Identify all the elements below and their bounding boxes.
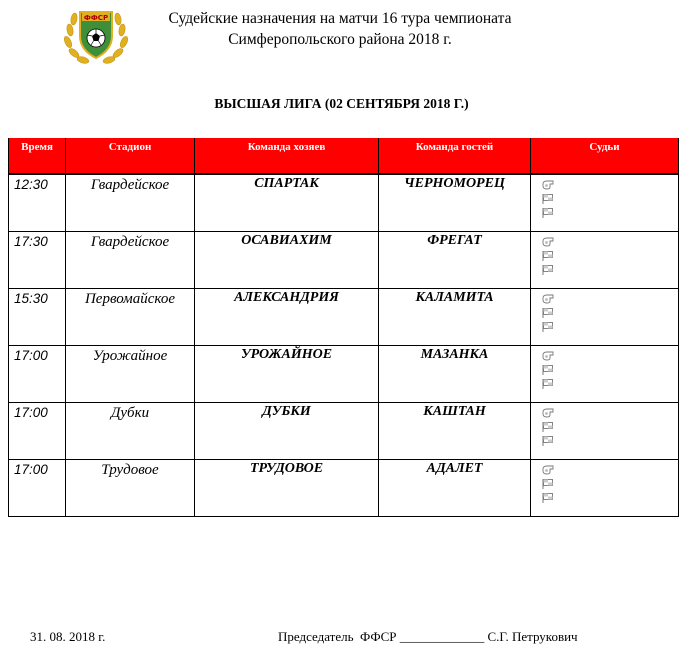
stadium-name: Первомайское xyxy=(66,289,195,346)
home-team: АЛЕКСАНДРИЯ xyxy=(195,289,379,346)
flag-icon xyxy=(541,421,555,433)
home-team: ДУБКИ xyxy=(195,403,379,460)
league-heading: ВЫСШАЯ ЛИГА (02 СЕНТЯБРЯ 2018 Г.) xyxy=(214,96,469,111)
column-header-time: Время xyxy=(9,138,66,174)
match-time: 17:00 xyxy=(9,460,66,517)
referees-cell xyxy=(531,232,679,289)
flag-icon xyxy=(541,478,555,490)
flag-icon xyxy=(541,264,555,276)
referees-cell xyxy=(531,403,679,460)
flag-icon xyxy=(541,364,555,376)
table-row xyxy=(9,346,679,403)
whistle-icon xyxy=(541,236,555,248)
chairman-signature: Председатель ФФСР _____________ С.Г. Петрукович xyxy=(278,629,578,644)
column-header-stadium: Стадион xyxy=(66,138,195,174)
whistle-icon xyxy=(541,464,555,476)
whistle-icon xyxy=(541,407,555,419)
column-header-referees: Судьи xyxy=(531,138,679,174)
ffsr-logo xyxy=(60,2,132,68)
flag-icon xyxy=(541,435,555,447)
stadium-name: Трудовое xyxy=(66,460,195,517)
flag-icon xyxy=(541,193,555,205)
table-row xyxy=(9,174,679,232)
match-time: 17:00 xyxy=(9,346,66,403)
away-team: АДАЛЕТ xyxy=(379,460,531,517)
whistle-icon xyxy=(541,293,555,305)
table-row xyxy=(9,460,679,517)
flag-icon xyxy=(541,492,555,504)
match-time: 17:00 xyxy=(9,403,66,460)
document-title xyxy=(140,8,540,50)
column-header-away-team: Команда гостей xyxy=(379,138,531,174)
away-team: ФРЕГАТ xyxy=(379,232,531,289)
referees-cell xyxy=(531,346,679,403)
title-line-2: Симферопольского района 2018 г. xyxy=(228,31,452,48)
home-team: УРОЖАЙНОЕ xyxy=(195,346,379,403)
logo-text: ФФСР xyxy=(83,14,109,22)
flag-icon xyxy=(541,378,555,390)
flag-icon xyxy=(541,250,555,262)
title-line-1: Судейские назначения на матчи 16 тура чемпионата xyxy=(168,10,512,27)
table-header-row xyxy=(9,138,679,174)
table-row xyxy=(9,289,679,346)
schedule-table xyxy=(8,138,679,517)
referees-cell xyxy=(531,289,679,346)
match-time: 12:30 xyxy=(9,174,66,232)
column-header-home-team: Команда хозяев xyxy=(195,138,379,174)
stadium-name: Дубки xyxy=(66,403,195,460)
table-row xyxy=(9,232,679,289)
away-team: ЧЕРНОМОРЕЦ xyxy=(379,174,531,232)
away-team: КАЛАМИТА xyxy=(379,289,531,346)
match-time: 15:30 xyxy=(9,289,66,346)
home-team: ТРУДОВОЕ xyxy=(195,460,379,517)
home-team: СПАРТАК xyxy=(195,174,379,232)
match-time: 17:30 xyxy=(9,232,66,289)
whistle-icon xyxy=(541,179,555,191)
flag-icon xyxy=(541,307,555,319)
home-team: ОСАВИАХИМ xyxy=(195,232,379,289)
stadium-name: Гвардейское xyxy=(66,174,195,232)
whistle-icon xyxy=(541,350,555,362)
referees-cell xyxy=(531,174,679,232)
away-team: КАШТАН xyxy=(379,403,531,460)
referees-cell xyxy=(531,460,679,517)
flag-icon xyxy=(541,207,555,219)
stadium-name: Урожайное xyxy=(66,346,195,403)
away-team: МАЗАНКА xyxy=(379,346,531,403)
document-date: 31. 08. 2018 г. xyxy=(30,629,106,644)
stadium-name: Гвардейское xyxy=(66,232,195,289)
flag-icon xyxy=(541,321,555,333)
table-row xyxy=(9,403,679,460)
